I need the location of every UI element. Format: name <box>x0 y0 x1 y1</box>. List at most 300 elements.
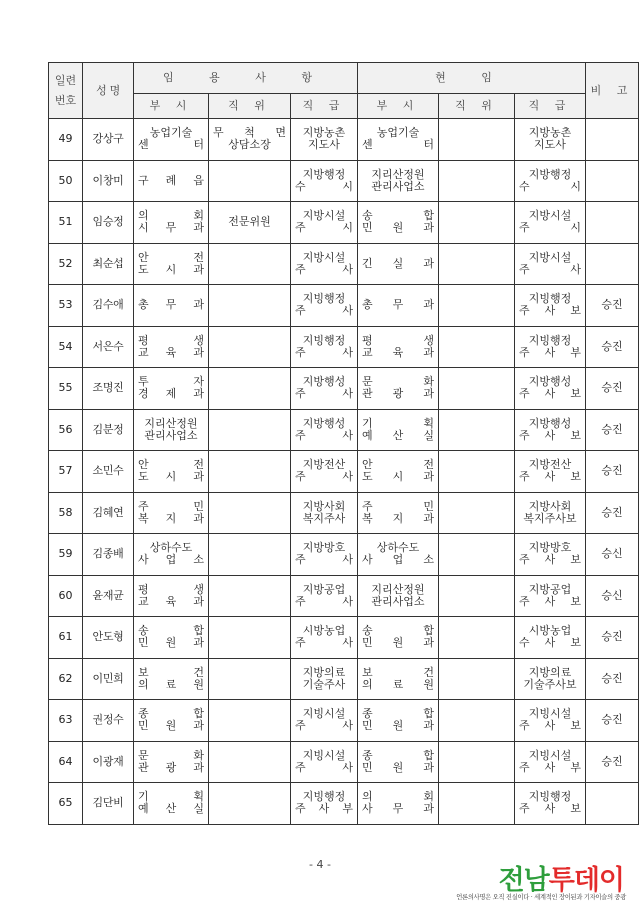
cell-text: 민 원 과 <box>362 760 434 774</box>
logo-slogan: 언론의사명은 오직 진실이다 · 세계적인 장이된과 기자이슬의 중광 <box>456 894 626 901</box>
cell-current-position <box>439 202 515 244</box>
cell-text: 수 시 <box>519 179 581 193</box>
cell-line <box>362 554 434 566</box>
appointment-table-container <box>48 62 639 825</box>
cell-text: 상하수도 <box>376 541 420 555</box>
cell-text: 지빙행정 <box>528 292 572 306</box>
cell-text: 주 사 보 <box>519 719 581 733</box>
cell-line <box>519 418 581 430</box>
cell-text: 투 자 <box>138 375 204 389</box>
cell-line <box>138 471 204 483</box>
cell-line <box>213 216 286 228</box>
cell-note: 승진 <box>586 658 639 700</box>
cell-current-position <box>439 534 515 576</box>
cell-text: 사 업 소 <box>362 553 434 567</box>
cell-line <box>362 762 434 774</box>
cell-text: 지방행성 <box>302 375 346 389</box>
cell-text: 센 터 <box>362 138 434 152</box>
cell-text: 주 사 <box>295 304 353 318</box>
cell-name: 안도형 <box>83 617 134 659</box>
cell-text: 지방행정 <box>528 167 572 181</box>
cell-current-dept <box>358 285 439 327</box>
cell-appointment-position <box>209 285 291 327</box>
cell-current-grade <box>515 119 586 161</box>
cell-line <box>295 501 353 513</box>
cell-text: 지빙시설 <box>302 707 346 721</box>
cell-appointment-grade <box>291 700 358 742</box>
cell-appointment-dept <box>134 326 209 368</box>
cell-line <box>519 305 581 317</box>
cell-line <box>519 222 581 234</box>
cell-current-dept <box>358 575 439 617</box>
cell-name: 서은수 <box>83 326 134 368</box>
cell-line <box>362 720 434 732</box>
cell-note <box>586 243 639 285</box>
cell-appointment-grade <box>291 119 358 161</box>
cell-line <box>362 513 434 525</box>
cell-text: 구 례 읍 <box>138 173 204 187</box>
cell-appointment-grade <box>291 534 358 576</box>
cell-text: 주 사 <box>295 636 353 650</box>
cell-text: 전문위원 <box>228 215 271 229</box>
cell-line <box>295 471 353 483</box>
cell-text: 관리사업소 <box>144 428 198 442</box>
cell-number: 56 <box>49 409 83 451</box>
cell-current-position <box>439 700 515 742</box>
cell-text: 지방농촌 <box>302 126 346 140</box>
cell-line <box>295 720 353 732</box>
cell-appointment-position <box>209 492 291 534</box>
cell-line <box>295 679 353 691</box>
cell-text: 평 생 <box>138 333 204 347</box>
cell-text: 예 산 실 <box>138 802 204 816</box>
cell-current-grade <box>515 409 586 451</box>
cell-line <box>138 430 204 442</box>
cell-text: 복지주사 <box>302 511 346 525</box>
cell-line <box>295 554 353 566</box>
cell-text: 의 료 원 <box>362 677 434 691</box>
cell-number: 65 <box>49 783 83 825</box>
cell-name: 권정수 <box>83 700 134 742</box>
cell-line <box>138 720 204 732</box>
cell-line <box>362 584 434 596</box>
cell-current-grade <box>515 160 586 202</box>
cell-text: 주 사 <box>519 262 581 276</box>
cell-appointment-grade <box>291 202 358 244</box>
cell-text: 지빙시설 <box>528 707 572 721</box>
cell-line <box>362 418 434 430</box>
header-num-line-2: 번호 <box>54 93 77 107</box>
cell-text: 평 생 <box>362 333 434 347</box>
cell-appointment-dept <box>134 700 209 742</box>
cell-line <box>519 471 581 483</box>
cell-line <box>362 299 434 311</box>
cell-name: 김단비 <box>83 783 134 825</box>
cell-line <box>138 139 204 151</box>
cell-line <box>295 252 353 264</box>
cell-appointment-grade <box>291 617 358 659</box>
cell-note: 승진 <box>586 409 639 451</box>
cell-appointment-grade <box>291 243 358 285</box>
cell-note: 승진 <box>586 617 639 659</box>
cell-line <box>295 750 353 762</box>
cell-current-grade <box>515 617 586 659</box>
header-current-grade: 직 급 <box>515 94 586 119</box>
cell-text: 지방공업 <box>302 582 346 596</box>
cell-text: 지빙행정 <box>302 333 346 347</box>
cell-text: 경 제 과 <box>138 387 204 401</box>
cell-appointment-dept <box>134 243 209 285</box>
table-body <box>49 119 639 825</box>
cell-current-position <box>439 783 515 825</box>
cell-text: 종 합 <box>362 748 434 762</box>
cell-appointment-grade <box>291 451 358 493</box>
cell-text: 상담소장 <box>228 138 271 152</box>
cell-text: 주 시 <box>519 221 581 235</box>
cell-name: 김혜연 <box>83 492 134 534</box>
cell-text: 지도사 <box>534 138 566 152</box>
cell-text: 긴 실 과 <box>362 256 434 270</box>
cell-text: 지방사회 <box>528 499 572 513</box>
cell-line <box>519 169 581 181</box>
cell-text: 도 시 과 <box>138 470 204 484</box>
cell-text: 민 원 과 <box>362 636 434 650</box>
cell-text: 기 획 <box>138 790 204 804</box>
cell-line <box>362 347 434 359</box>
cell-appointment-dept <box>134 451 209 493</box>
cell-text: 총 무 과 <box>138 298 204 312</box>
cell-line <box>138 501 204 513</box>
cell-text: 지방의료 <box>302 665 346 679</box>
cell-text: 지방시설 <box>528 209 572 223</box>
cell-number: 51 <box>49 202 83 244</box>
cell-line <box>138 388 204 400</box>
cell-line <box>295 584 353 596</box>
cell-text: 지방사회 <box>302 499 346 513</box>
table-row <box>49 119 639 161</box>
cell-appointment-dept <box>134 160 209 202</box>
cell-line <box>295 347 353 359</box>
header-row-1 <box>49 63 639 94</box>
cell-text: 지방행성 <box>528 416 572 430</box>
cell-current-position <box>439 368 515 410</box>
cell-line <box>362 335 434 347</box>
cell-current-position <box>439 243 515 285</box>
cell-line <box>519 762 581 774</box>
header-current-dept: 부 시 <box>358 94 439 119</box>
cell-text: 민 원 과 <box>138 636 204 650</box>
cell-text: 민 원 과 <box>362 221 434 235</box>
cell-text: 수 시 <box>295 179 353 193</box>
cell-text: 지빙행정 <box>528 790 572 804</box>
cell-text: 지방행정 <box>302 167 346 181</box>
cell-line <box>519 139 581 151</box>
cell-name: 이민희 <box>83 658 134 700</box>
cell-name: 조명진 <box>83 368 134 410</box>
cell-text: 주 사 보 <box>519 304 581 318</box>
cell-line <box>362 679 434 691</box>
cell-note: 승신 <box>586 575 639 617</box>
cell-line <box>138 679 204 691</box>
cell-current-position <box>439 160 515 202</box>
cell-text: 총 무 과 <box>362 298 434 312</box>
cell-text: 민 원 과 <box>362 719 434 733</box>
cell-text: 송 합 <box>362 624 434 638</box>
header-row-2 <box>49 94 639 119</box>
cell-appointment-dept <box>134 368 209 410</box>
cell-text: 문 화 <box>138 748 204 762</box>
cell-current-dept <box>358 492 439 534</box>
cell-text: 상하수도 <box>149 541 193 555</box>
cell-current-grade <box>515 202 586 244</box>
cell-text: 문 화 <box>362 375 434 389</box>
cell-note: 승진 <box>586 700 639 742</box>
table-row <box>49 202 639 244</box>
cell-number: 62 <box>49 658 83 700</box>
cell-text: 지리산정원 <box>144 416 198 430</box>
table-row <box>49 243 639 285</box>
cell-text: 지방시설 <box>302 209 346 223</box>
cell-current-position <box>439 326 515 368</box>
cell-current-dept <box>358 119 439 161</box>
cell-number: 52 <box>49 243 83 285</box>
cell-appointment-position <box>209 326 291 368</box>
cell-current-position <box>439 658 515 700</box>
cell-line <box>519 252 581 264</box>
cell-line <box>295 667 353 679</box>
header-appointment-dept: 부 시 <box>134 94 209 119</box>
cell-line <box>138 762 204 774</box>
cell-line <box>138 418 204 430</box>
cell-current-dept <box>358 243 439 285</box>
cell-text: 주 사 부 <box>519 760 581 774</box>
cell-appointment-dept <box>134 617 209 659</box>
cell-text: 교 육 과 <box>362 345 434 359</box>
cell-line <box>295 803 353 815</box>
cell-text: 주 사 보 <box>519 428 581 442</box>
cell-number: 50 <box>49 160 83 202</box>
cell-text: 안 전 <box>362 458 434 472</box>
cell-note <box>586 783 639 825</box>
cell-line <box>519 720 581 732</box>
cell-line <box>362 596 434 608</box>
cell-text: 지방행성 <box>302 416 346 430</box>
cell-text: 기술주사 <box>302 677 346 691</box>
cell-text: 시방농업 <box>528 624 572 638</box>
cell-line <box>138 584 204 596</box>
cell-text: 지방행성 <box>528 375 572 389</box>
cell-text: 안 전 <box>138 250 204 264</box>
cell-appointment-grade <box>291 658 358 700</box>
cell-text: 주 사 <box>295 345 353 359</box>
cell-text: 종 합 <box>362 707 434 721</box>
cell-note: 승진 <box>586 451 639 493</box>
cell-name: 김수애 <box>83 285 134 327</box>
cell-number: 63 <box>49 700 83 742</box>
cell-current-dept <box>358 783 439 825</box>
cell-text: 의 료 원 <box>138 677 204 691</box>
cell-text: 예 산 실 <box>362 428 434 442</box>
cell-text: 주 사 부 <box>295 802 353 816</box>
cell-text: 주 민 <box>138 499 204 513</box>
cell-text: 지도사 <box>308 138 340 152</box>
cell-line <box>138 347 204 359</box>
cell-text: 기 획 <box>362 416 434 430</box>
cell-text: 센 터 <box>138 138 204 152</box>
cell-line <box>138 513 204 525</box>
table-row <box>49 368 639 410</box>
header-num-line-1: 일련 <box>54 73 77 87</box>
table-row <box>49 534 639 576</box>
cell-name: 최순섭 <box>83 243 134 285</box>
cell-text: 지빙시설 <box>528 748 572 762</box>
cell-text: 무 척 면 <box>213 126 286 140</box>
cell-text: 복지주사보 <box>523 511 577 525</box>
cell-appointment-grade <box>291 368 358 410</box>
cell-text: 지리산정원 <box>371 582 425 596</box>
header-serial-number <box>49 63 83 119</box>
cell-line <box>362 388 434 400</box>
cell-text: 지방의료 <box>528 665 572 679</box>
cell-text: 주 사 <box>295 594 353 608</box>
header-current: 현 임 <box>358 63 586 94</box>
cell-name: 이광재 <box>83 741 134 783</box>
table-row <box>49 160 639 202</box>
cell-number: 64 <box>49 741 83 783</box>
cell-line <box>295 430 353 442</box>
cell-text: 민 원 과 <box>138 719 204 733</box>
cell-line <box>519 596 581 608</box>
cell-number: 57 <box>49 451 83 493</box>
cell-text: 사 무 과 <box>362 802 434 816</box>
cell-appointment-dept <box>134 119 209 161</box>
cell-text: 농업기술 <box>149 126 193 140</box>
cell-appointment-position <box>209 658 291 700</box>
cell-current-dept <box>358 617 439 659</box>
cell-appointment-grade <box>291 575 358 617</box>
cell-note <box>586 119 639 161</box>
cell-line <box>362 222 434 234</box>
cell-text: 지빙행정 <box>528 333 572 347</box>
cell-appointment-position <box>209 119 291 161</box>
cell-current-position <box>439 575 515 617</box>
cell-appointment-position <box>209 783 291 825</box>
cell-current-grade <box>515 451 586 493</box>
cell-number: 49 <box>49 119 83 161</box>
table-row <box>49 658 639 700</box>
header-current-position: 직 위 <box>439 94 515 119</box>
cell-text: 복 지 과 <box>138 511 204 525</box>
cell-appointment-grade <box>291 409 358 451</box>
cell-text: 사 업 소 <box>138 553 204 567</box>
cell-appointment-grade <box>291 160 358 202</box>
cell-line <box>519 679 581 691</box>
cell-current-dept <box>358 202 439 244</box>
cell-text: 주 사 보 <box>519 470 581 484</box>
cell-note: 승신 <box>586 534 639 576</box>
cell-text: 보 건 <box>362 665 434 679</box>
cell-text: 수 사 보 <box>519 636 581 650</box>
header-appointment-position: 직 위 <box>209 94 291 119</box>
page-number: - 4 - <box>309 858 331 871</box>
logo-part-green: 전남 <box>498 865 549 896</box>
cell-appointment-dept <box>134 492 209 534</box>
cell-current-grade <box>515 741 586 783</box>
table-row <box>49 285 639 327</box>
table-row <box>49 617 639 659</box>
brand-logo <box>456 858 632 902</box>
cell-current-dept <box>358 160 439 202</box>
cell-current-dept <box>358 741 439 783</box>
cell-number: 53 <box>49 285 83 327</box>
cell-current-dept <box>358 326 439 368</box>
cell-line <box>362 139 434 151</box>
cell-text: 교 육 과 <box>138 345 204 359</box>
cell-note: 승진 <box>586 741 639 783</box>
cell-line <box>295 418 353 430</box>
cell-line <box>519 584 581 596</box>
cell-text: 지방전산 <box>528 458 572 472</box>
cell-text: 지방농촌 <box>528 126 572 140</box>
cell-text: 종 합 <box>138 707 204 721</box>
table-row <box>49 741 639 783</box>
table-row <box>49 575 639 617</box>
cell-line <box>362 169 434 181</box>
cell-appointment-dept <box>134 741 209 783</box>
cell-appointment-position <box>209 617 291 659</box>
cell-line <box>138 750 204 762</box>
cell-line <box>362 637 434 649</box>
cell-current-position <box>439 119 515 161</box>
cell-current-grade <box>515 243 586 285</box>
cell-number: 54 <box>49 326 83 368</box>
cell-text: 시 무 과 <box>138 221 204 235</box>
cell-text: 주 사 보 <box>519 553 581 567</box>
cell-text: 관 광 과 <box>362 387 434 401</box>
cell-name: 이창미 <box>83 160 134 202</box>
cell-current-grade <box>515 326 586 368</box>
cell-text: 복 지 과 <box>362 511 434 525</box>
cell-line <box>295 513 353 525</box>
cell-number: 61 <box>49 617 83 659</box>
cell-appointment-position <box>209 243 291 285</box>
cell-line <box>362 430 434 442</box>
cell-text: 지방방호 <box>528 541 572 555</box>
cell-text: 주 사 <box>295 470 353 484</box>
cell-line <box>295 222 353 234</box>
cell-current-grade <box>515 368 586 410</box>
cell-appointment-dept <box>134 285 209 327</box>
cell-line <box>362 471 434 483</box>
cell-text: 교 육 과 <box>138 594 204 608</box>
cell-line <box>138 554 204 566</box>
cell-note: 승진 <box>586 326 639 368</box>
cell-text: 지빙행정 <box>302 292 346 306</box>
cell-line <box>295 388 353 400</box>
cell-current-dept <box>358 700 439 742</box>
cell-line <box>138 252 204 264</box>
cell-text: 의 회 <box>138 209 204 223</box>
cell-text: 지방공업 <box>528 582 572 596</box>
header-appointment-grade: 직 급 <box>291 94 358 119</box>
cell-line <box>138 803 204 815</box>
cell-line <box>519 554 581 566</box>
cell-text: 주 사 <box>295 553 353 567</box>
cell-text: 안 전 <box>138 458 204 472</box>
cell-appointment-grade <box>291 783 358 825</box>
cell-line <box>519 430 581 442</box>
cell-text: 송 합 <box>138 624 204 638</box>
